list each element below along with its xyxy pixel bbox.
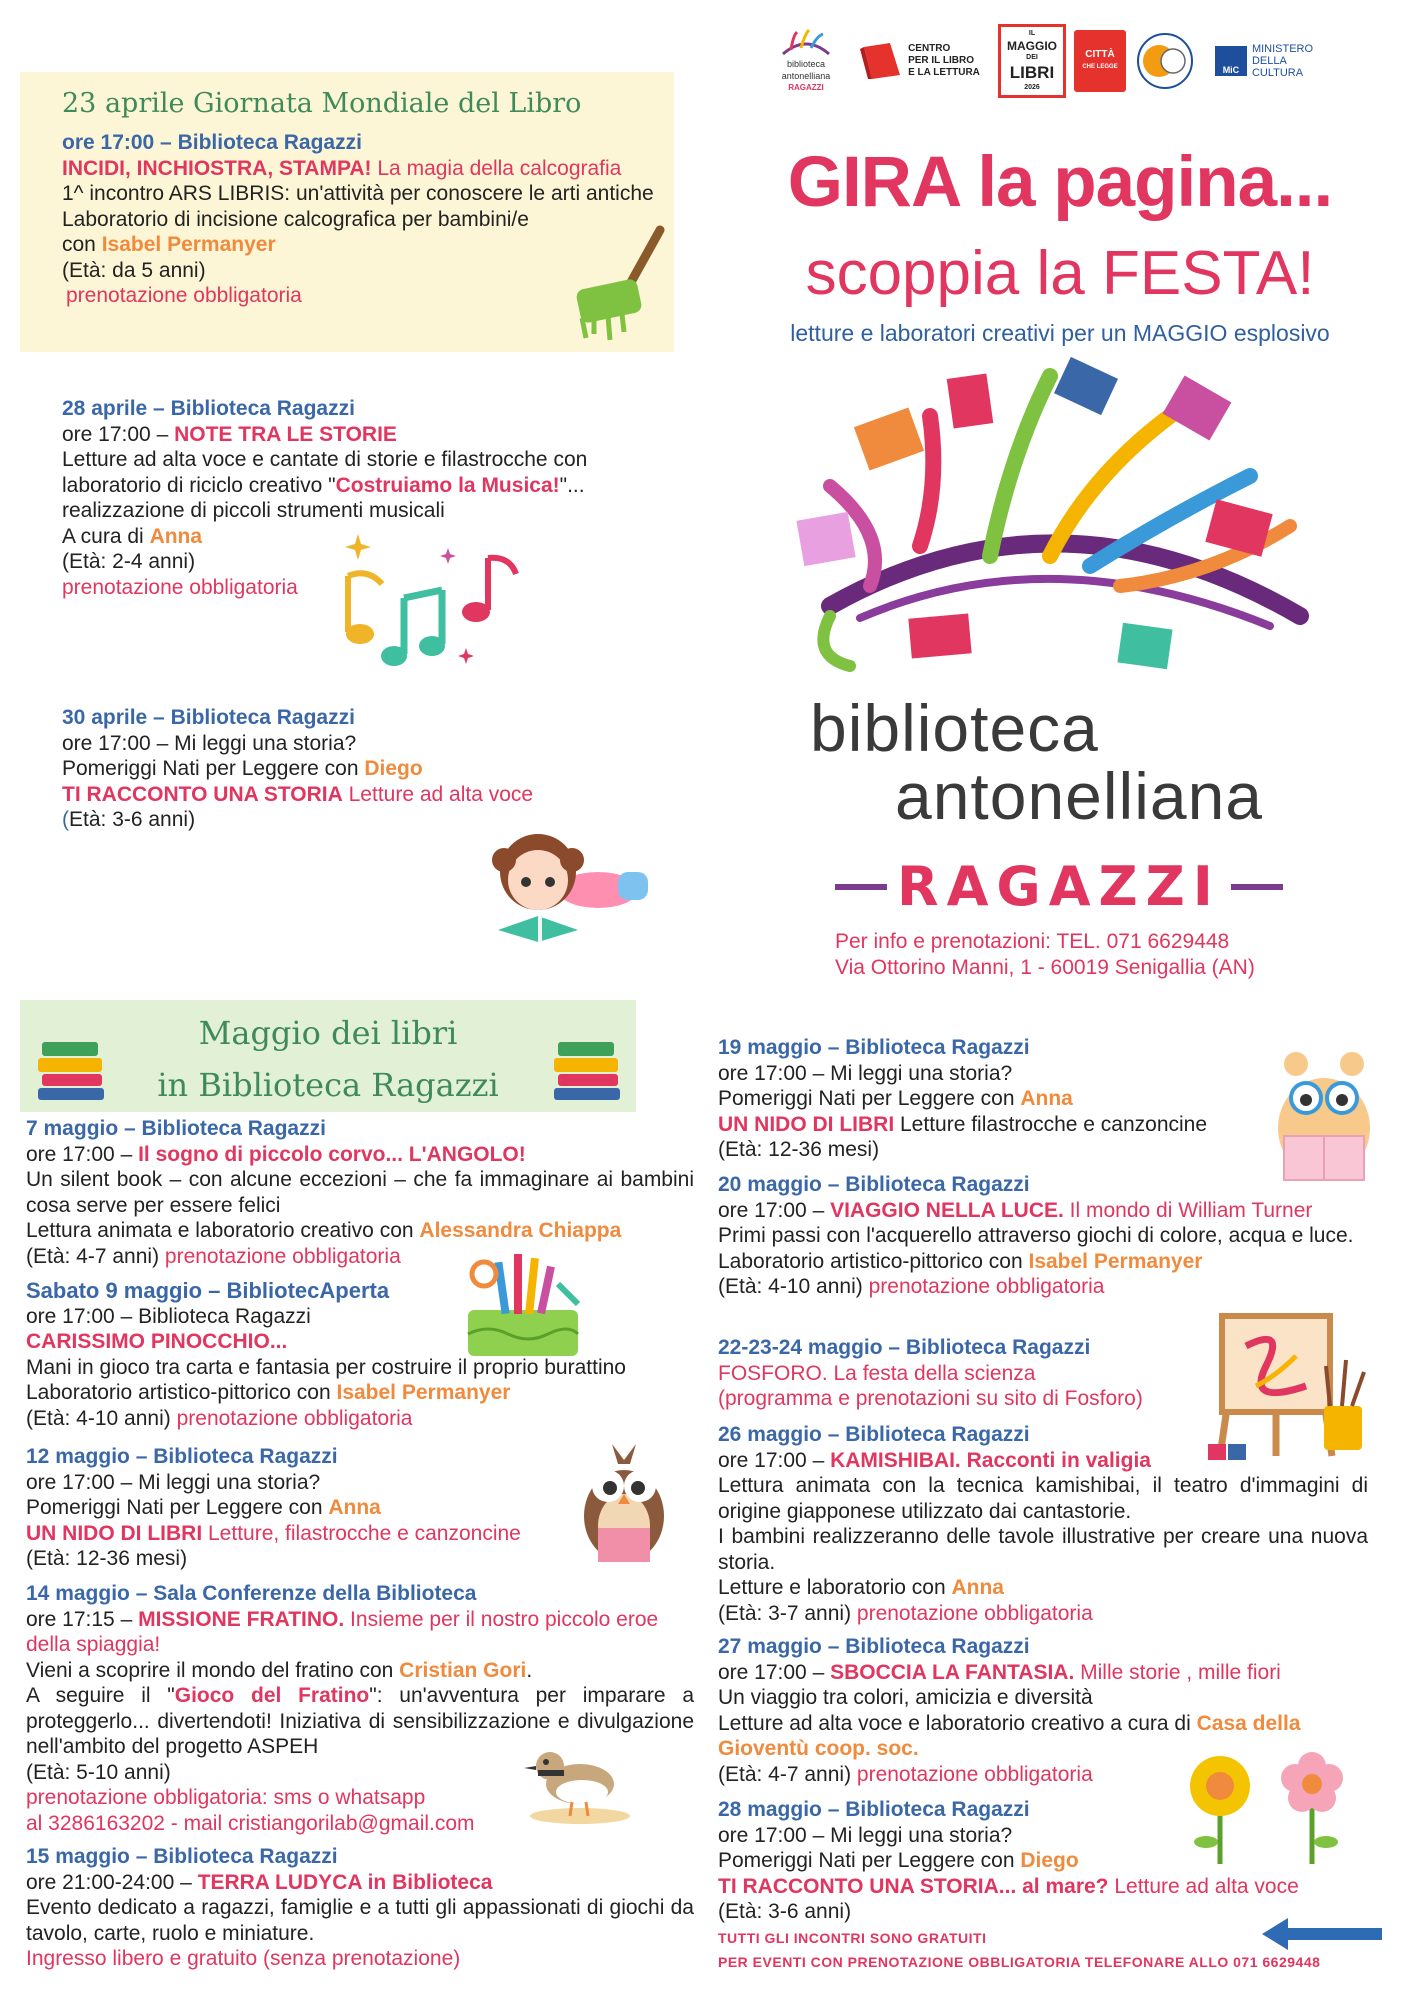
ministero-line1: MINISTERO	[1251, 43, 1314, 55]
ministero-line3: CULTURA	[1251, 67, 1304, 79]
event-age: (Età: 4-10 anni)	[718, 1275, 869, 1298]
event-age: (Età: 3-7 anni)	[718, 1601, 857, 1625]
event-head: 14 maggio – Sala Conferenze della Biblioteca	[26, 1582, 477, 1605]
event-head: 30 aprile – Biblioteca Ragazzi	[62, 706, 355, 729]
art-supplies-icon	[458, 1244, 588, 1360]
hero-title-line2: scoppia la FESTA!	[805, 239, 1315, 308]
event-host: Alessandra Chiappa	[419, 1219, 622, 1242]
event-host: Cristian Gori	[399, 1658, 527, 1682]
event-desc: 1^ incontro ARS LIBRIS: un'attività per conoscere le arti antiche	[62, 182, 654, 205]
event-subtitle: Letture, filastrocche e canzoncine	[202, 1521, 521, 1545]
event-desc-2: Laboratorio artistico-pittorico con	[26, 1381, 337, 1404]
owl-reading-icon	[574, 1430, 674, 1570]
arrow-left-icon	[1262, 1916, 1386, 1952]
event-desc: Un viaggio tra colori, amicizia e diversità	[718, 1686, 1093, 1709]
maggio-line1: IL	[1028, 30, 1036, 37]
event-9-maggio	[26, 1278, 694, 1431]
event-head: 27 maggio – Biblioteca Ragazzi	[718, 1635, 1030, 1658]
event-time: ore 17:15 –	[26, 1607, 139, 1631]
event-age: (Età: 4-10 anni)	[26, 1406, 177, 1430]
event-head: 19 maggio – Biblioteca Ragazzi	[718, 1036, 1030, 1059]
event-age: (Età: 4-7 anni)	[718, 1762, 857, 1786]
event-desc: Pomeriggi Nati per Leggere con	[26, 1496, 329, 1519]
event-age: Età: 3-6 anni)	[69, 808, 196, 831]
citta-che-legge-logo	[1074, 30, 1126, 92]
event-head: 28 maggio – Biblioteca Ragazzi	[718, 1798, 1030, 1821]
book-burst-icon	[779, 28, 833, 58]
event-time: ore 17:00 –	[62, 422, 175, 446]
event-age: (Età: 12-36 mesi)	[718, 1138, 880, 1161]
may-banner-line1: Maggio dei libri	[198, 1014, 458, 1052]
mic-emblem: MiC	[1215, 46, 1247, 76]
event-time: ore 17:00 – Mi leggi una storia?	[718, 1823, 1013, 1847]
event-28-maggio	[718, 1797, 1368, 1925]
booking-required: prenotazione obbligatoria	[868, 1275, 1105, 1298]
logo1-line1: biblioteca	[786, 59, 826, 69]
event-title: KAMISHIBAI. Racconti in valigia	[830, 1448, 1151, 1472]
maggio-line5: 2026	[1024, 84, 1040, 91]
girl-reading-icon	[478, 812, 658, 962]
booking-required: prenotazione obbligatoria	[176, 1406, 413, 1430]
booking-contacts-line1: prenotazione obbligatoria: sms o whatsapp	[26, 1786, 426, 1809]
event-time: ore 17:00 –	[718, 1660, 831, 1684]
event-age: (Età: 4-7 anni)	[26, 1244, 165, 1268]
event-desc: Mani in gioco tra carta e fantasia per costruire il proprio burattino	[26, 1355, 626, 1379]
event-desc-2a: A seguire il "	[26, 1684, 175, 1707]
event-subtitle: Letture ad alta voce	[342, 782, 534, 806]
event-desc-2c: "...	[559, 473, 585, 497]
event-age: (Età: 2-4 anni)	[62, 550, 196, 573]
event-time: ore 17:00 –	[26, 1142, 139, 1166]
cepell-logo	[850, 41, 990, 81]
unesco-seal-icon	[1134, 30, 1196, 92]
books-stack-icon	[552, 1036, 624, 1102]
event-desc: Evento dedicato a ragazzi, famiglie e a tutti gli appassionati di giochi da tavolo, carte, ruolo e miniature.	[26, 1896, 694, 1945]
booking-required: prenotazione obbligatoria	[164, 1244, 401, 1268]
event-title: NOTE TRA LE STORIE	[174, 422, 397, 446]
library-name-line1: biblioteca	[810, 691, 1099, 765]
books-stack-icon	[36, 1036, 108, 1102]
event-host: Anna	[328, 1496, 381, 1519]
hero-title-line1: GIRA la pagina...	[787, 143, 1333, 222]
event-title: SBOCCIA LA FANTASIA.	[830, 1660, 1075, 1684]
event-game-name: Gioco del Fratino	[174, 1684, 370, 1707]
event-title: Il sogno di piccolo corvo... L'ANGOLO!	[138, 1142, 526, 1166]
footer-booking-phone: PER EVENTI CON PRENOTAZIONE OBBLIGATORIA TELEFONARE ALLO 071 6629448	[718, 1954, 1321, 1970]
event-host: Anna	[149, 524, 203, 548]
event-subtitle: Letture filastrocche e canzoncine	[894, 1112, 1208, 1136]
event-desc: Pomeriggi Nati per Leggere con	[718, 1087, 1021, 1110]
event-title: TERRA LUDYCA in Biblioteca	[197, 1870, 493, 1894]
event-with: con	[62, 233, 102, 256]
event-host: Isabel Permanyer	[336, 1381, 511, 1404]
booking-required: prenotazione obbligatoria	[66, 284, 302, 307]
event-time: ore 21:00-24:00 –	[26, 1870, 198, 1894]
event-subtitle: Il mondo di William Turner	[1063, 1198, 1313, 1222]
event-head: 15 maggio – Biblioteca Ragazzi	[26, 1845, 338, 1868]
event-desc: Un silent book – con alcune eccezioni – che fa immaginare ai bambini cosa serve per essere felici	[26, 1168, 694, 1217]
event-time: ore 17:00 –	[718, 1448, 831, 1472]
event-head: 12 maggio – Biblioteca Ragazzi	[26, 1445, 338, 1468]
event-desc-2: Letture ad alta voce e laboratorio creativo a cura di	[718, 1711, 1197, 1735]
ministero-line2: DELLA	[1251, 55, 1287, 67]
event-subtitle: Letture ad alta voce	[1108, 1874, 1299, 1898]
event-time: ore 17:00 – Mi leggi una storia?	[62, 731, 357, 755]
paren: (	[62, 808, 69, 831]
library-contact-address: Via Ottorino Manni, 1 - 60019 Senigallia (AN)	[835, 956, 1255, 979]
ragazzi-text: RAGAZZI	[897, 855, 1221, 918]
event-time: ore 17:00 – Biblioteca Ragazzi	[26, 1304, 311, 1328]
hero-subtitle: letture e laboratori creativi per un MAGGIO esplosivo	[790, 320, 1330, 346]
event-title: TI RACCONTO UNA STORIA	[62, 782, 343, 806]
library-book-fountain-logo	[790, 356, 1330, 686]
event-workshop-name: Costruiamo la Musica!	[335, 473, 560, 497]
logo1-line3: RAGAZZI	[788, 83, 824, 92]
booking-contacts-line2: al 3286163202 - mail cristiangorilab@gmail.com	[26, 1811, 475, 1835]
event-subtitle: Insieme per il nostro piccolo eroe della spiaggia!	[26, 1607, 659, 1656]
event-host: Anna	[1020, 1087, 1073, 1110]
event-desc-2: Laboratorio di incisione calcografica per bambini/e	[62, 207, 529, 231]
event-free-entry: Ingresso libero e gratuito (senza prenotazione)	[26, 1947, 461, 1970]
event-host: Anna	[951, 1576, 1004, 1599]
event-head: 26 maggio – Biblioteca Ragazzi	[718, 1423, 1030, 1446]
event-time: ore 17:00 –	[718, 1198, 831, 1222]
event-age: (Età: da 5 anni)	[62, 258, 206, 282]
ragazzi-dash-right	[1231, 884, 1283, 890]
ragazzi-dash-left	[835, 884, 887, 890]
event-desc-2: I bambini realizzeranno delle tavole illustrative per creare una nuova storia.	[718, 1525, 1368, 1574]
event-head: Sabato 9 maggio – BibliotecAperta	[26, 1278, 390, 1303]
event-desc: Pomeriggi Nati per Leggere con	[718, 1849, 1021, 1872]
footer-free-events: TUTTI GLI INCONTRI SONO GRATUITI	[718, 1930, 987, 1946]
booking-required: prenotazione obbligatoria	[856, 1762, 1093, 1786]
partner-logos	[770, 22, 1380, 100]
event-title: UN NIDO DI LIBRI	[26, 1521, 203, 1545]
music-notes-icon	[338, 528, 528, 676]
event-head: 28 aprile – Biblioteca Ragazzi	[62, 397, 355, 420]
event-desc: Vieni a scoprire il mondo del fratino con	[26, 1658, 400, 1682]
hamster-reading-icon	[1266, 1036, 1382, 1186]
event-desc-2a: laboratorio di riciclo creativo "	[62, 473, 336, 497]
event-title: INCIDI, INCHIOSTRA, STAMPA!	[62, 156, 372, 180]
event-desc-2: Lettura animata e laboratorio creativo con	[26, 1219, 420, 1242]
logo1-line2: antonelliana	[781, 71, 831, 81]
event-20-maggio	[718, 1172, 1368, 1300]
event-host: Casa della Gioventù coop. soc.	[718, 1711, 1301, 1760]
event-desc-3: realizzazione di piccoli strumenti musicali	[62, 499, 445, 522]
event-head: 22-23-24 maggio – Biblioteca Ragazzi	[718, 1336, 1091, 1359]
event-desc: Letture ad alta voce e cantate di storie e filastrocche con	[62, 448, 588, 471]
may-banner-line2: in Biblioteca Ragazzi	[157, 1066, 499, 1104]
event-15-maggio	[26, 1844, 694, 1972]
event-7-maggio	[26, 1116, 694, 1269]
red-book-icon	[860, 41, 902, 81]
event-title: MISSIONE FRATINO.	[138, 1607, 345, 1631]
event-26-maggio	[718, 1422, 1368, 1626]
event-head: ore 17:00 – Biblioteca Ragazzi	[62, 131, 362, 154]
maggio-line2: MAGGIO	[1007, 39, 1057, 53]
event-age: (Età: 3-6 anni)	[718, 1900, 852, 1923]
cepell-line2: PER IL LIBRO	[908, 55, 974, 66]
event-desc: Pomeriggi Nati per Leggere con	[62, 757, 365, 780]
maggio-dei-libri-logo	[998, 24, 1066, 98]
event-desc-2: Laboratorio artistico-pittorico con	[718, 1249, 1029, 1273]
event-head: 7 maggio – Biblioteca Ragazzi	[26, 1117, 326, 1140]
event-head: 20 maggio – Biblioteca Ragazzi	[718, 1173, 1030, 1196]
paint-roller-icon	[560, 222, 680, 342]
event-subtitle: Mille storie , mille fiori	[1074, 1660, 1281, 1684]
event-by: A cura di	[62, 524, 150, 548]
booking-required: prenotazione obbligatoria	[856, 1601, 1093, 1625]
event-host: Isabel Permanyer	[1028, 1249, 1203, 1273]
cepell-line1: CENTRO	[908, 43, 951, 54]
ragazzi-wordmark	[835, 855, 1283, 918]
booking-required: prenotazione obbligatoria	[62, 575, 298, 599]
event-title: CARISSIMO PINOCCHIO...	[26, 1330, 288, 1353]
event-host: Isabel Permanyer	[101, 233, 276, 256]
event-title: VIAGGIO NELLA LUCE.	[830, 1198, 1064, 1222]
event-host: Diego	[1020, 1849, 1079, 1872]
event-program-note: (programma e prenotazioni su sito di Fosforo)	[718, 1387, 1143, 1410]
maggio-line3: DEI	[1026, 54, 1038, 61]
event-title: UN NIDO DI LIBRI	[718, 1112, 895, 1136]
event-desc-2c: ": un'avventura per imparare a proteggerlo... divertendoti! Iniziativa di sensibilizzazione e divulgazione nell'ambito del progetto ASPEH	[26, 1684, 694, 1758]
event-time: ore 17:00 – Mi leggi una storia?	[718, 1061, 1013, 1085]
event-subtitle: La magia della calcografia	[371, 156, 622, 180]
citta-line2: CHE LEGGE	[1082, 64, 1118, 70]
event-desc: Lettura animata con la tecnica kamishibai, il teatro d'immagini di origine giapponese utilizzato dai cantastorie.	[718, 1474, 1368, 1523]
event-22-24-maggio	[718, 1335, 1218, 1412]
event-title: FOSFORO. La festa della scienza	[718, 1361, 1036, 1385]
event-host: Diego	[364, 757, 423, 780]
event-title: TI RACCONTO UNA STORIA... al mare?	[718, 1874, 1109, 1898]
plover-bird-icon	[520, 1736, 632, 1824]
library-name-line2: antonelliana	[895, 759, 1263, 833]
event-time: ore 17:00 – Mi leggi una storia?	[26, 1470, 321, 1494]
world-book-day-title: 23 aprile Giornata Mondiale del Libro	[62, 88, 582, 119]
event-age: (Età: 5-10 anni)	[26, 1760, 171, 1784]
biblioteca-small-logo	[770, 26, 842, 96]
event-desc: Primi passi con l'acquerello attraverso giochi di colore, acqua e luce.	[718, 1224, 1354, 1247]
citta-line1: CITTÀ	[1085, 49, 1115, 60]
event-desc-3: Letture e laboratorio con	[718, 1576, 952, 1599]
maggio-line4: LIBRI	[1009, 63, 1055, 82]
event-age: (Età: 12-36 mesi)	[26, 1547, 188, 1570]
cepell-line3: E LA LETTURA	[908, 67, 980, 78]
ministero-cultura-logo	[1204, 43, 1324, 79]
library-contact-phone: Per info e prenotazioni: TEL. 071 6629448	[835, 930, 1230, 953]
period: .	[526, 1658, 533, 1682]
